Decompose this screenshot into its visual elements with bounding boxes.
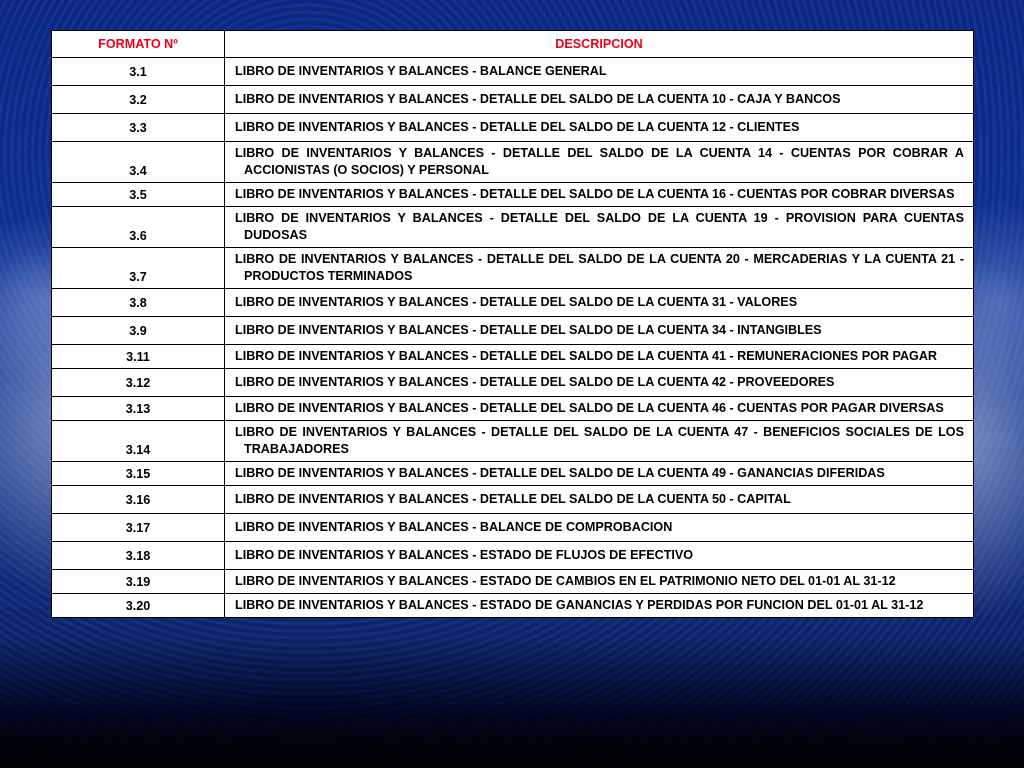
- format-code: 3.14: [52, 421, 225, 462]
- table-row: [52, 86, 974, 114]
- table-header-row: [52, 31, 974, 58]
- format-code: 3.20: [52, 594, 225, 618]
- table-row: [52, 570, 974, 594]
- format-description: LIBRO DE INVENTARIOS Y BALANCES - DETALLE DEL SALDO DE LA CUENTA 34 - INTANGIBLES: [225, 317, 974, 345]
- format-code: 3.9: [52, 317, 225, 345]
- table-row: [52, 462, 974, 486]
- format-code: 3.2: [52, 86, 225, 114]
- format-code: 3.5: [52, 183, 225, 207]
- table-row: [52, 114, 974, 142]
- table-row: [52, 345, 974, 369]
- table-row: [52, 594, 974, 618]
- format-code: 3.13: [52, 397, 225, 421]
- format-description: LIBRO DE INVENTARIOS Y BALANCES - DETALLE DEL SALDO DE LA CUENTA 20 - MERCADERIAS Y LA CUENTA 21 - PRODUCTOS TERMINADOS: [225, 248, 974, 289]
- format-description: LIBRO DE INVENTARIOS Y BALANCES - DETALLE DEL SALDO DE LA CUENTA 49 - GANANCIAS DIFERIDAS: [225, 462, 974, 486]
- format-code: 3.7: [52, 248, 225, 289]
- format-code: 3.4: [52, 142, 225, 183]
- format-code: 3.15: [52, 462, 225, 486]
- background-shadow: [0, 638, 1024, 768]
- format-description: LIBRO DE INVENTARIOS Y BALANCES - ESTADO DE CAMBIOS EN EL PATRIMONIO NETO DEL 01-01 AL 31-12: [225, 570, 974, 594]
- table-row: [52, 142, 974, 183]
- format-code: 3.16: [52, 486, 225, 514]
- table-row: [52, 421, 974, 462]
- table-row: [52, 397, 974, 421]
- format-description: LIBRO DE INVENTARIOS Y BALANCES - DETALLE DEL SALDO DE LA CUENTA 19 - PROVISION PARA CUENTAS DUDOSAS: [225, 207, 974, 248]
- format-code: 3.1: [52, 58, 225, 86]
- table-row: [52, 289, 974, 317]
- format-code: 3.17: [52, 514, 225, 542]
- format-description: LIBRO DE INVENTARIOS Y BALANCES - DETALLE DEL SALDO DE LA CUENTA 50 - CAPITAL: [225, 486, 974, 514]
- format-code: 3.8: [52, 289, 225, 317]
- table-row: [52, 183, 974, 207]
- format-description: LIBRO DE INVENTARIOS Y BALANCES - DETALLE DEL SALDO DE LA CUENTA 10 - CAJA Y BANCOS: [225, 86, 974, 114]
- format-description: LIBRO DE INVENTARIOS Y BALANCES - DETALLE DEL SALDO DE LA CUENTA 16 - CUENTAS POR COBRAR DIVERSAS: [225, 183, 974, 207]
- table-row: [52, 248, 974, 289]
- table-row: [52, 514, 974, 542]
- format-code: 3.3: [52, 114, 225, 142]
- format-description: LIBRO DE INVENTARIOS Y BALANCES - ESTADO DE FLUJOS DE EFECTIVO: [225, 542, 974, 570]
- format-description: LIBRO DE INVENTARIOS Y BALANCES - DETALLE DEL SALDO DE LA CUENTA 41 - REMUNERACIONES POR PAGAR: [225, 345, 974, 369]
- format-code: 3.19: [52, 570, 225, 594]
- formats-table: [51, 30, 974, 618]
- format-description: LIBRO DE INVENTARIOS Y BALANCES - DETALLE DEL SALDO DE LA CUENTA 47 - BENEFICIOS SOCIALES DE LOS TRABAJADORES: [225, 421, 974, 462]
- format-code: 3.18: [52, 542, 225, 570]
- table-row: [52, 317, 974, 345]
- format-description: LIBRO DE INVENTARIOS Y BALANCES - DETALLE DEL SALDO DE LA CUENTA 14 - CUENTAS POR COBRAR A ACCIONISTAS (O SOCIOS) Y PERSONAL: [225, 142, 974, 183]
- format-description: LIBRO DE INVENTARIOS Y BALANCES - DETALLE DEL SALDO DE LA CUENTA 12 - CLIENTES: [225, 114, 974, 142]
- format-description: LIBRO DE INVENTARIOS Y BALANCES - DETALLE DEL SALDO DE LA CUENTA 46 - CUENTAS POR PAGAR DIVERSAS: [225, 397, 974, 421]
- format-description: LIBRO DE INVENTARIOS Y BALANCES - DETALLE DEL SALDO DE LA CUENTA 42 - PROVEEDORES: [225, 369, 974, 397]
- table-row: [52, 58, 974, 86]
- format-description: LIBRO DE INVENTARIOS Y BALANCES - ESTADO DE GANANCIAS Y PERDIDAS POR FUNCION DEL 01-01 AL 31-12: [225, 594, 974, 618]
- header-descripcion: DESCRIPCION: [225, 31, 974, 58]
- table-row: [52, 542, 974, 570]
- format-description: LIBRO DE INVENTARIOS Y BALANCES - DETALLE DEL SALDO DE LA CUENTA 31 - VALORES: [225, 289, 974, 317]
- header-formato: FORMATO Nº: [52, 31, 225, 58]
- format-description: LIBRO DE INVENTARIOS Y BALANCES - BALANCE DE COMPROBACION: [225, 514, 974, 542]
- table-row: [52, 369, 974, 397]
- format-code: 3.11: [52, 345, 225, 369]
- format-code: 3.6: [52, 207, 225, 248]
- formats-table-container: [51, 30, 973, 618]
- table-row: [52, 486, 974, 514]
- format-description: LIBRO DE INVENTARIOS Y BALANCES - BALANCE GENERAL: [225, 58, 974, 86]
- format-code: 3.12: [52, 369, 225, 397]
- table-row: [52, 207, 974, 248]
